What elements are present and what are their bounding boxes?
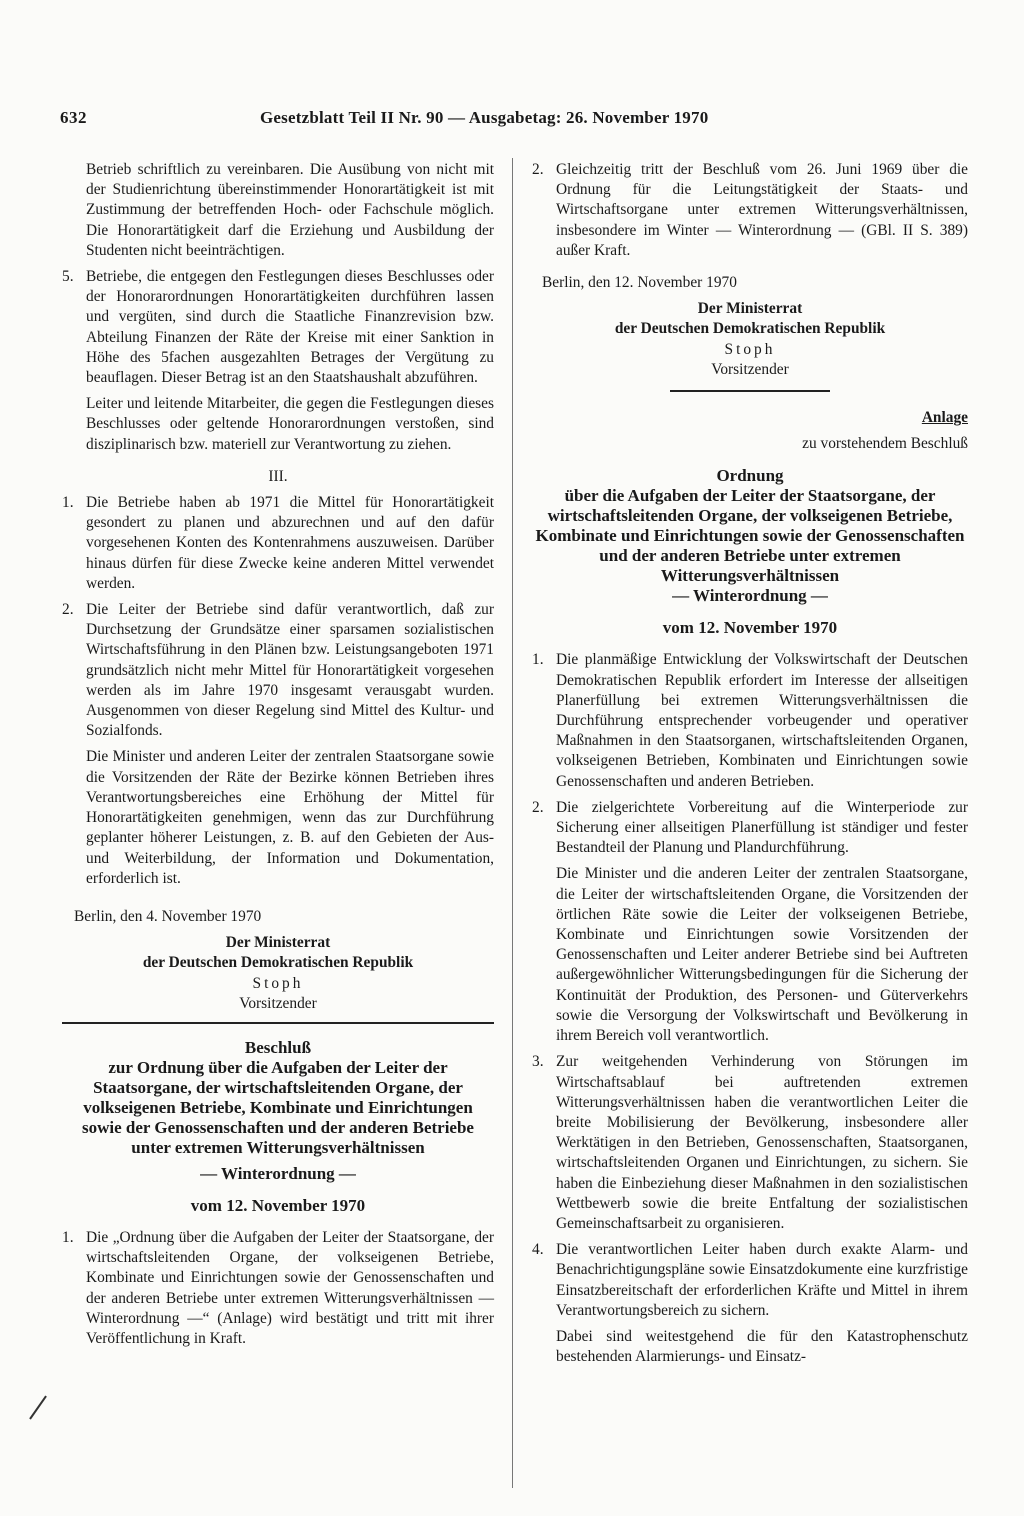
item-text: Die Betriebe haben ab 1971 die Mittel für Honorartätigkeit gesondert zu planen und abzurechnen und auf den dafür vorgesehenen Konten des Kontenrahmens auszuweisen. Darüber hinaus dürfen für diese Zwecke keine anderen Mittel verwendet werden. <box>86 494 494 592</box>
item-text: Betriebe, die entgegen den Festlegungen dieses Beschlusses oder der Honorarordnungen Honorartätigkeiten durchführen lassen und vergüten, sind durch die Staatliche Finanzrevision bzw. Abteilung Finanzen der Räte der Kreise mit einer Sanktion in Höhe des 5fachen ausgezahlten Betrages der Vergütung zu beauflagen. Dieser Betrag ist an den Staatshaushalt abzuführen. <box>86 268 494 387</box>
item-text: Zur weitgehenden Verhinderung von Störungen im Wirtschaftsablauf bei auftretenden extremen Witterungsverhältnissen haben die verantwortlichen Leiter die breite Mobilisierung der Bevölkerung, insbesondere aller Werktätigen in den Betrieben, Genossenschaften, Staatsorganen, wirtschaftsleitenden Organen und Einrichtungen, zu sichern. Sie haben die Einbeziehung dieser Maßnahmen in den sozialistischen Wettbewerb sowie die breite Entfaltung der sozialistischen Gemeinschaftsarbeit zu organisieren. <box>556 1053 968 1232</box>
list-item-ordnung-3 <box>532 1052 968 1234</box>
continued-paragraph: Betrieb schriftlich zu vereinbaren. Die Ausübung von nicht mit der Studienrichtung übereinstimmender Honorartätigkeit ist mit Zustimmung der betreffenden Hoch- oder Fachschule möglich. Die Honorartätigkeit darf die Erziehung und Ausbildung der Studenten nicht beeinträchtigen. <box>86 161 494 259</box>
beschluss-short-title: — Winterordnung — <box>200 1163 356 1183</box>
item-text: Die zielgerichtete Vorbereitung auf die Winterperiode zur Sicherung einer allseitigen Planerfüllung ist ständiger und fester Bestandteil der Planung und Plandurchführung. <box>556 798 968 857</box>
signature-org: Der Ministerrat <box>225 934 331 952</box>
list-item-iii-2 <box>62 600 494 889</box>
running-title: Gesetzblatt Teil II Nr. 90 — Ausgabetag: 26. November 1970 <box>260 108 709 127</box>
item-number: 4. <box>532 1241 544 1259</box>
page-number: 632 <box>60 108 87 127</box>
signature-title: Vorsitzender <box>711 360 789 378</box>
left-column <box>62 160 494 1349</box>
right-column <box>532 160 968 1367</box>
item-text: Die Leiter der Betriebe sind dafür verantwortlich, daß zur Durchsetzung der Grundsätze einer sparsamen sozialistischen Wirtschaftsführung in den Plänen bzw. Leistungsangeboten 1971 grundsätzlich nicht mehr Mittel für Honorartätigkeit vorgesehen werden als im Jahre 1970 insgesamt verausgabt wurden. Ausgenommen von dieser Regelung sind Mittel des Kultur- und Sozialfonds. <box>86 601 494 740</box>
ordnung-date: vom 12. November 1970 <box>662 618 838 638</box>
section-rule <box>62 1022 494 1024</box>
anlage-subtitle: zu vorstehendem Beschluß <box>802 435 968 453</box>
item-number: 1. <box>62 494 74 512</box>
item-text: Die verantwortlichen Leiter haben durch exakte Alarm- und Benachrichtigungspläne sowie Einsatzdokumente eine kurzfristige Einsatzbereitschaft der erforderlichen Kräfte und Mittel in ihrem Verantwortungsbereich zu sichern. <box>556 1241 968 1319</box>
date-line: Berlin, den 4. November 1970 <box>74 907 262 925</box>
list-item-beschluss-2 <box>532 160 968 261</box>
ordnung-subtitle: über die Aufgaben der Leiter der Staatsorgane, der wirtschaftsleitenden Organe, der volkseigenen Betriebe, Kombinate und Einrichtungen sowie der Genossenschaften und der anderen Betriebe unter extremen Witterungsverhältnissen <box>535 486 965 586</box>
signature-org: Der Ministerrat <box>697 300 803 318</box>
item-text: Die Minister und die anderen Leiter der zentralen Staatsorgane, die Leiter der wirtschaftsleitenden Organe, die Vorsitzenden der örtlichen Räte sowie die Leiter der volkseigenen Betriebe, Kombinate und Einrichtungen sowie Vorsitzenden der Genossenschaften und Leiter anderer Betriebe sind bei Auftreten außergewöhnlicher Witterungsbedingungen für die Sicherung der Kontinuität der Produktion, des Personen- und Güterverkehrs sowie die Versorgung der Volkswirtschaft und Bevölkerung in ihrem Bereich voll verantwortlich. <box>556 865 968 1045</box>
item-number: 2. <box>532 161 544 178</box>
item-text: Dabei sind weitestgehend die für den Katastrophenschutz bestehenden Alarmierungs- und Einsatz- <box>556 1327 968 1366</box>
margin-pencil-mark <box>29 1395 47 1419</box>
item-number: 1. <box>62 1228 74 1246</box>
section-heading: III. <box>268 467 288 485</box>
beschluss-title: Beschluß <box>244 1037 312 1057</box>
item-number: 5. <box>62 268 74 286</box>
list-item-iii-1 <box>62 493 494 594</box>
item-number: 2. <box>62 601 74 619</box>
signature-title: Vorsitzender <box>239 994 317 1012</box>
item-number: 2. <box>532 798 544 816</box>
list-item-ordnung-1 <box>532 650 968 791</box>
page-header <box>60 108 1000 138</box>
date-line: Berlin, den 12. November 1970 <box>542 274 737 292</box>
list-item-beschluss-1 <box>62 1228 494 1349</box>
item-text: Die Minister und anderen Leiter der zentralen Staatsorgane sowie die Vorsitzenden der Räte der Bezirke können Betrieben ihres Verantwortungsbereiches eine Erhöhung der Mittel für Honorartätigkeiten genehmigen, wenn das zur Durchführung geplanter höherer Leistungen, z. B. auf den Gebieten der Aus- und Weiterbildung, der Information und Dokumentation, erforderlich ist. <box>86 748 494 887</box>
anlage-label: Anlage <box>921 409 968 427</box>
item-text: Gleichzeitig tritt der Beschluß vom 26. Juni 1969 über die Ordnung für die Leitungstätigkeit der Staats- und Wirtschaftsorgane unter extremen Witterungsverhältnissen, insbesondere im Winter — Winterordnung — (GBl. II S. 389) außer Kraft. <box>556 161 968 259</box>
ordnung-title: Ordnung <box>716 466 784 486</box>
item-text: Die „Ordnung über die Aufgaben der Leiter der Staatsorgane, der wirtschaftsleitenden Organe, der volkseigenen Betriebe, Kombinate und Einrichtungen sowie der Genossenschaften und der anderen Betriebe unter extremen Witterungsverhältnissen — Winterordnung —“ (Anlage) wird bestätigt und tritt mit ihrer Veröffentlichung in Kraft. <box>86 1228 494 1347</box>
list-item-5 <box>62 267 494 455</box>
ordnung-short-title: — Winterordnung — <box>672 586 828 606</box>
signature-org: der Deutschen Demokratischen Republik <box>614 320 886 338</box>
beschluss-date: vom 12. November 1970 <box>190 1195 366 1215</box>
item-number: 1. <box>532 651 544 669</box>
signature-name: Stoph <box>724 340 776 358</box>
column-divider <box>512 158 513 1488</box>
list-item-ordnung-2 <box>532 798 968 1046</box>
item-text: Die planmäßige Entwicklung der Volkswirtschaft der Deutschen Demokratischen Republik erfordert im Interesse der allseitigen Planerfüllung bei extremen Witterungsverhältnissen die Durchführung entsprechender vorbeugender und operativer Maßnahmen in den Staatsorganen, wirtschaftsleitenden Organen, volkseigenen Betrieben, Kombinaten und Einrichtungen sowie Genossenschaften und anderen Betrieben. <box>556 651 968 790</box>
beschluss-subtitle: zur Ordnung über die Aufgaben der Leiter der Staatsorgane, der wirtschaftsleitenden Organe, der volkseigenen Betriebe, Kombinate und Einrichtungen sowie der Genossenschaften und der anderen Betriebe unter extremen Witterungsverhältnissen <box>82 1057 474 1157</box>
item-number: 3. <box>532 1053 544 1071</box>
section-rule <box>670 390 830 392</box>
signature-name: Stoph <box>252 974 304 992</box>
list-item-ordnung-4 <box>532 1240 968 1367</box>
signature-org: der Deutschen Demokratischen Republik <box>142 954 414 972</box>
item-text: Leiter und leitende Mitarbeiter, die gegen die Festlegungen dieses Beschlusses oder geltende Honorarordnungen verstoßen, sind disziplinarisch bzw. materiell zur Verantwortung zu ziehen. <box>86 395 494 453</box>
